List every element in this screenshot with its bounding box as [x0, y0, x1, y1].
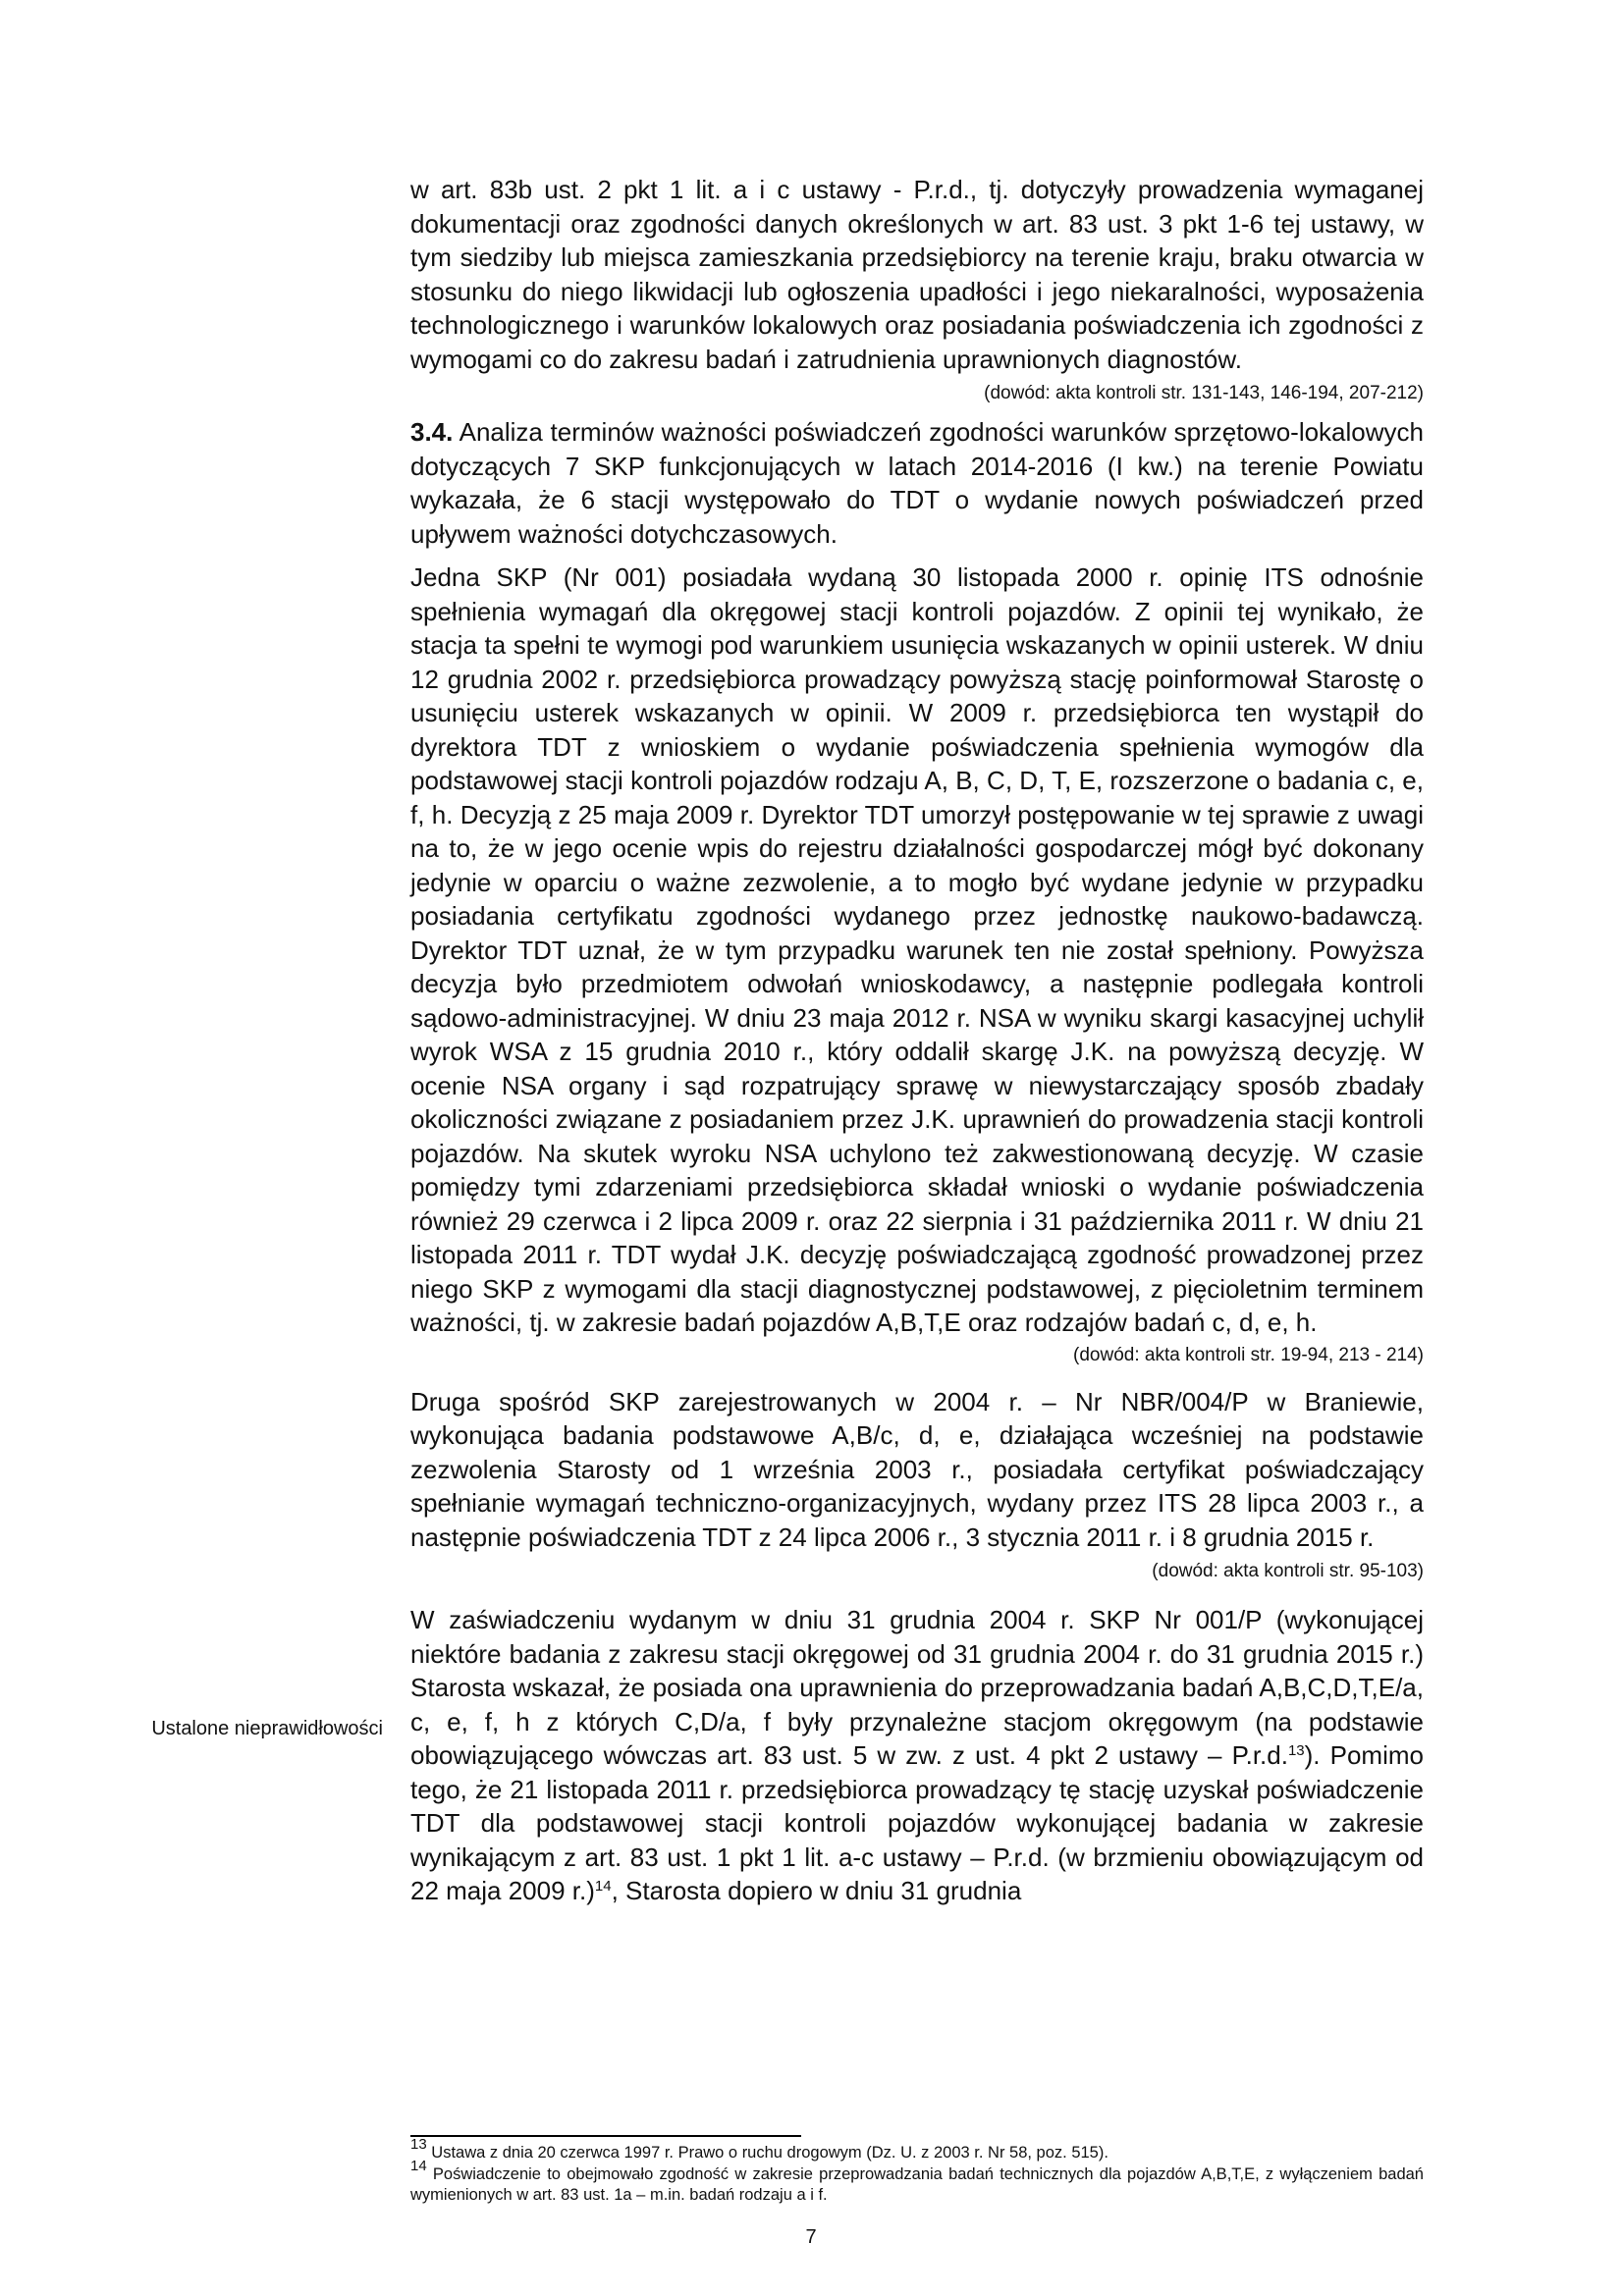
footnote-ref-13[interactable]: 13 [1287, 1742, 1305, 1759]
irregularities-text-a: W zaświadczeniu wydanym w dniu 31 grudnia 2004 r. SKP Nr 001/P (wykonującej niektóre badania z zakresu stacji okręgowej od 31 grudnia 2004 r. do 31 grudnia 2015 r.) Starosta wskazał, że posiada ona uprawnienia do przeprowadzania badań A,B,C,D,T,E/a, c, e, f, h z których C,D/a, f były przynależne stacjom okręgowym (na podstawie obowiązującego wówczas art. 83 ust. 5 w zw. z ust. 4 pkt 2 ustawy – P.r.d. [410, 1605, 1424, 1770]
paragraph-3-4 [410, 415, 1424, 551]
paragraph-art-83b: w art. 83b ust. 2 pkt 1 lit. a i c ustawy - P.r.d., tj. dotyczyły prowadzenia wymaganej dokumentacji oraz zgodności danych określonych w art. 83 ust. 3 pkt 1-6 tej ustawy, w tym siedziby lub miejsca zamieszkania przedsiębiorcy na terenie kraju, braku otwarcia w stosunku do niego likwidacji lub ogłoszenia upadłości i jego niekaralności, wyposażenia technologicznego i warunków lokalowych oraz posiadania poświadczenia ich zgodności z wymogami co do zakresu badań i zatrudnienia uprawnionych diagnostów. [410, 175, 1424, 374]
margin-label-irregularities: Ustalone nieprawidłowości [151, 1718, 383, 1739]
footnote-13-number: 13 [410, 2136, 427, 2153]
paragraph-skp-nbr-004: Druga spośród SKP zarejestrowanych w 2004 r. – Nr NBR/004/P w Braniewie, wykonująca badania podstawowe A,B/c, d, e, działająca wcześniej na podstawie zezwolenia Starosty od 1 września 2003 r., posiadała certyfikat poświadczający spełnianie wymagań techniczno-organizacyjnych, wydany przez ITS 28 lipca 2003 r., a następnie poświadczenia TDT z 24 lipca 2006 r., 3 stycznia 2011 r. i 8 grudnia 2015 r. [410, 1386, 1424, 1552]
page-number: 7 [805, 2226, 817, 2248]
paragraph-skp-001: Jedna SKP (Nr 001) posiadała wydaną 30 listopada 2000 r. opinię ITS odnośnie spełnienia wymagań dla okręgowej stacji kontroli pojazdów. Z opinii tej wynikało, że stacja ta spełni te wymogi pod warunkiem usunięcia wskazanych w opinii usterek. W dniu 12 grudnia 2002 r. przedsiębiorca prowadzący powyższą stację poinformował Starostę o usunięciu usterek wskazanych w opinii. W 2009 r. przedsiębiorca ten wystąpił do dyrektora TDT z wnioskiem o wydanie poświadczenia spełnienia wymogów dla podstawowej stacji kontroli pojazdów rodzaju A, B, C, D, T, E, rozszerzone o badania c, e, f, h. Decyzją z 25 maja 2009 r. Dyrektor TDT umorzył postępowanie w tej sprawie z uwagi na to, że w jego ocenie wpis do rejestru działalności gospodarczej mógł być dokonany jedynie w oparciu o ważne zezwolenie, a to mogło być wydane jedynie w przypadku posiadania certyfikatu zgodności wydanego przez jednostkę naukowo-badawczą. Dyrektor TDT uznał, że w tym przypadku warunek ten nie został spełniony. Powyższa decyzja było przedmiotem odwołań wnioskodawcy, a następnie podlegała kontroli sądowo-administracyjnej. W dniu 23 maja 2012 r. NSA w wyniku skargi kasacyjnej uchylił wyrok WSA z 15 grudnia 2010 r., który oddalił skargę J.K. na powyższą decyzję. W ocenie NSA organy i sąd rozpatrujący sprawę w niewystarczający sposób zbadały okoliczności związane z posiadaniem przez J.K. uprawnień do prowadzenia stacji kontroli pojazdów. Na skutek wyroku NSA uchylono też zakwestionowaną decyzję. W czasie pomiędzy tymi zdarzeniami przedsiębiorca składał wnioski o wydanie poświadczenia również 29 czerwca i 2 lipca 2009 r. oraz 22 sierpnia i 31 października 2011 r. W dniu 21 listopada 2011 r. TDT wydał J.K. decyzję poświadczającą zgodność prowadzonej przez niego SKP z wymogami dla stacji diagnostycznej podstawowej, z pięcioletnim terminem ważności, tj. w zakresie badań pojazdów A,B,T,E oraz rodzajów badań c, d, e, h. [410, 562, 1424, 1337]
footnote-separator [410, 2135, 801, 2137]
footnote-14 [410, 2158, 1424, 2206]
footnote-14-number: 14 [410, 2158, 427, 2174]
evidence-note-2: (dowód: akta kontroli str. 19-94, 213 - 214) [1073, 1344, 1424, 1365]
main-text-column [410, 173, 1424, 1908]
evidence-note-1: (dowód: akta kontroli str. 131-143, 146-194, 207-212) [984, 383, 1424, 403]
evidence-note-3: (dowód: akta kontroli str. 95-103) [1152, 1561, 1424, 1581]
footnote-13 [410, 2136, 1424, 2163]
paragraph-3-4-text: Analiza terminów ważności poświadczeń zgodności warunków sprzętowo-lokalowych dotyczących 7 SKP funkcjonujących w latach 2014-2016 (I kw.) na terenie Powiatu wykazała, że 6 stacji występowało do TDT o wydanie nowych poświadczeń przed upływem ważności dotychczasowych. [410, 417, 1424, 549]
paragraph-irregularities [410, 1603, 1424, 1908]
section-number: 3.4. [410, 417, 454, 447]
footnote-ref-14[interactable]: 14 [594, 1878, 612, 1895]
footnote-13-text: Ustawa z dnia 20 czerwca 1997 r. Prawo o ruchu drogowym (Dz. U. z 2003 r. Nr 58, poz. 515). [431, 2144, 1108, 2162]
irregularities-text-b: ). Pomimo tego, że 21 listopada 2011 r. przedsiębiorca prowadzący tę stację uzyskał poświadczenie TDT dla podstawowej stacji kontroli pojazdów wykonującej badania w zakresie wynikającym z art. 83 ust. 1 pkt 1 lit. a-c ustawy – P.r.d. (w brzmieniu obowiązującym od 22 maja 2009 r.) [410, 1740, 1424, 1905]
footnote-14-text: Poświadczenie to obejmowało zgodność w zakresie przeprowadzania badań technicznych dla pojazdów A,B,T,E, z wyłączeniem badań wymienionych w art. 83 ust. 1a – m.in. badań rodzaju a i f. [410, 2165, 1424, 2204]
irregularities-text-c: , Starosta dopiero w dniu 31 grudnia [611, 1876, 1022, 1905]
